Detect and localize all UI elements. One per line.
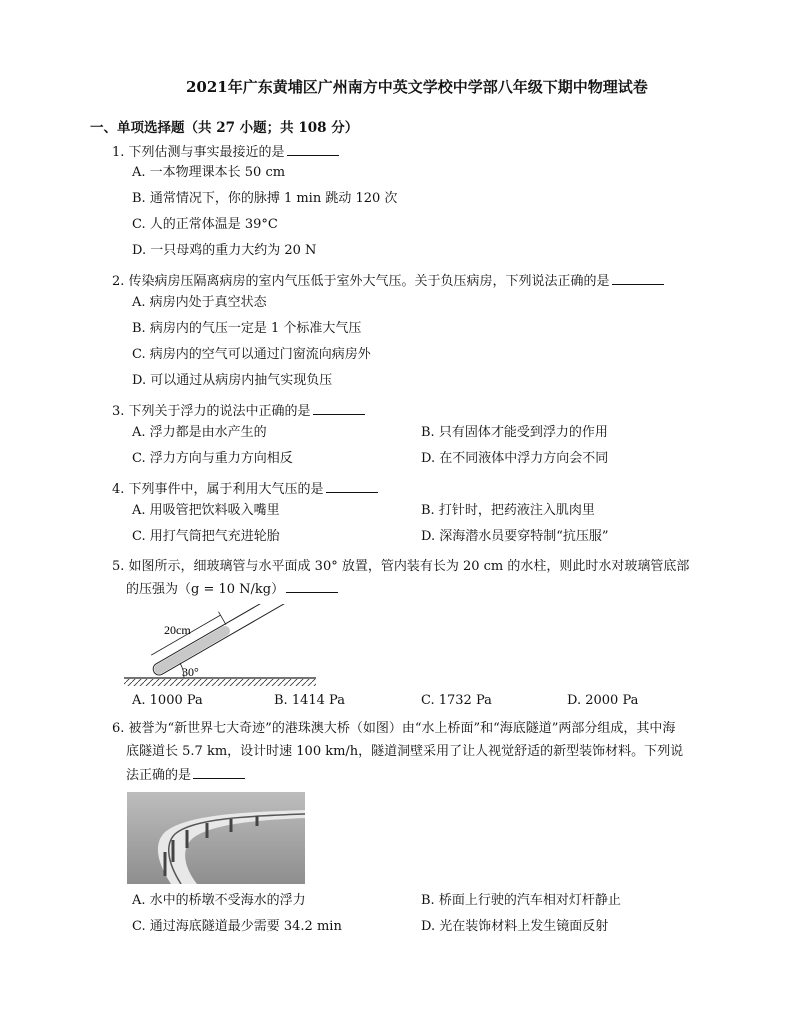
- question-6-stem-line3: 法正确的是: [126, 766, 245, 785]
- question-1-stem: 1. 下列估测与事实最接近的是: [112, 143, 339, 162]
- section-heading: 一、单项选择题（共 27 小题；共 108 分）: [90, 120, 359, 136]
- question-4-option-d: D. 深海潜水员要穿特制“抗压服”: [421, 529, 609, 544]
- question-3-option-c: C. 浮力方向与重力方向相反: [132, 451, 293, 466]
- question-1-option-b: B. 通常情况下，你的脉搏 1 min 跳动 120 次: [132, 191, 398, 206]
- question-5-option-a: A. 1000 Pa: [132, 693, 203, 708]
- question-5-stem-line1: 5. 如图所示，细玻璃管与水平面成 30° 放置，管内装有长为 20 cm 的水柱，则此时水对玻璃管底部: [112, 559, 690, 574]
- question-4-stem: 4. 下列事件中，属于利用大气压的是: [112, 480, 378, 499]
- question-2-option-d: D. 可以通过从病房内抽气实现负压: [132, 373, 333, 388]
- question-4-option-b: B. 打针时，把药液注入肌肉里: [421, 503, 595, 518]
- sea-background: [127, 792, 305, 884]
- question-3-option-a: A. 浮力都是由水产生的: [132, 425, 267, 440]
- inclined-tube-figure: [120, 604, 320, 688]
- question-6-option-a: A. 水中的桥墩不受海水的浮力: [132, 893, 306, 908]
- answer-blank: [326, 480, 378, 493]
- answer-blank: [612, 272, 664, 285]
- question-2-option-a: A. 病房内处于真空状态: [132, 295, 267, 310]
- question-6-stem-line2: 底隧道长 5.7 km，设计时速 100 km/h，隧道洞壁采用了让人视觉舒适的新型装饰材料。下列说: [126, 744, 684, 759]
- dimension-tick: [218, 612, 226, 625]
- answer-blank: [287, 143, 339, 156]
- question-5-option-d: D. 2000 Pa: [567, 693, 639, 708]
- question-3-stem: 3. 下列关于浮力的说法中正确的是: [112, 402, 365, 421]
- length-label: 20cm: [164, 623, 191, 637]
- question-3-option-d: D. 在不同液体中浮力方向会不同: [421, 451, 609, 466]
- question-6-stem-line1: 6. 被誉为“新世界七大奇迹”的港珠澳大桥（如图）由“水上桥面”和“海底隧道”两部分组成，其中海: [112, 721, 676, 736]
- question-1-option-c: C. 人的正常体温是 39°C: [132, 217, 278, 232]
- question-1-option-d: D. 一只母鸡的重力大约为 20 N: [132, 243, 317, 258]
- question-5-option-c: C. 1732 Pa: [421, 693, 492, 708]
- question-6-option-b: B. 桥面上行驶的汽车相对灯杆静止: [421, 893, 621, 908]
- question-2-stem: 2. 传染病房压隔离病房的室内气压低于室外大气压。关于负压病房，下列说法正确的是: [112, 272, 664, 291]
- question-4-option-c: C. 用打气筒把气充进轮胎: [132, 529, 280, 544]
- answer-blank: [313, 402, 365, 415]
- bridge-photo: [127, 792, 305, 884]
- question-1-option-a: A. 一本物理课本长 50 cm: [132, 165, 286, 180]
- answer-blank: [286, 580, 338, 593]
- angle-label: 30°: [182, 665, 199, 679]
- ground-hatch: [124, 679, 316, 686]
- question-6-option-d: D. 光在装饰材料上发生镜面反射: [421, 919, 609, 934]
- question-2-option-c: C. 病房内的空气可以通过门窗流向病房外: [132, 347, 371, 362]
- question-4-option-a: A. 用吸管把饮料吸入嘴里: [132, 503, 280, 518]
- question-2-option-b: B. 病房内的气压一定是 1 个标准大气压: [132, 321, 362, 336]
- question-6-option-c: C. 通过海底隧道最少需要 34.2 min: [132, 919, 342, 934]
- question-5-stem-line2: 的压强为（g = 10 N/kg）: [126, 580, 338, 599]
- answer-blank: [193, 766, 245, 779]
- question-5-option-b: B. 1414 Pa: [274, 693, 345, 708]
- question-3-option-b: B. 只有固体才能受到浮力的作用: [421, 425, 608, 440]
- page-title: 2021年广东黄埔区广州南方中英文学校中学部八年级下期中物理试卷: [186, 78, 648, 96]
